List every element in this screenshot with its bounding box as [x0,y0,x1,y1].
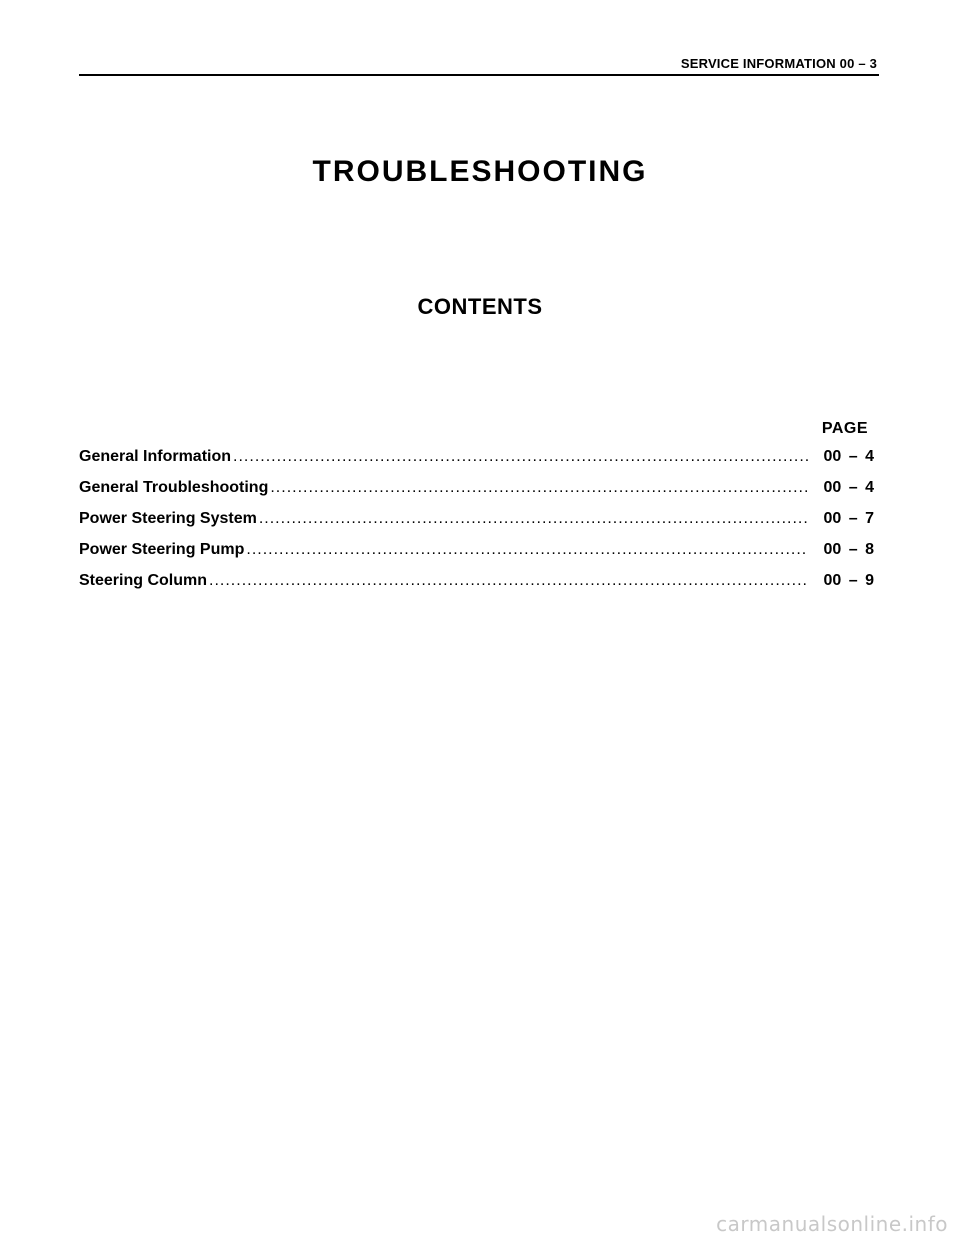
toc-entry-page: 00 – 4 [823,479,874,496]
toc-entry-steering-column[interactable] [79,572,874,603]
toc-entry-title: Power Steering Pump [79,541,245,558]
page-column-label: PAGE [821,420,868,437]
toc-entry-page: 00 – 8 [823,541,874,558]
toc-entry-title: Steering Column [79,572,208,589]
toc-entry-general-information[interactable] [79,448,874,479]
toc-leader-dots [270,479,808,497]
toc-entry-page: 00 – 7 [823,510,874,527]
toc-entry-title: General Information [79,448,232,465]
toc-entry-power-steering-pump[interactable] [79,541,874,572]
toc-leader-dots [209,572,808,590]
table-of-contents [79,448,874,603]
toc-entry-page: 00 – 9 [823,572,874,589]
toc-leader-dots [233,448,808,466]
toc-entry-general-troubleshooting[interactable] [79,479,874,510]
toc-entry-power-steering-system[interactable] [79,510,874,541]
watermark: carmanualsonline.info [716,1212,948,1236]
page-title: TROUBLESHOOTING [312,155,648,188]
toc-entry-title: Power Steering System [79,510,257,527]
contents-heading: CONTENTS [417,294,543,319]
toc-leader-dots [246,541,808,559]
running-head: SERVICE INFORMATION 00 – 3 [680,56,877,71]
toc-leader-dots [259,510,808,528]
toc-entry-title: General Troubleshooting [79,479,269,496]
page-header [79,52,879,76]
toc-entry-page: 00 – 4 [823,448,874,465]
